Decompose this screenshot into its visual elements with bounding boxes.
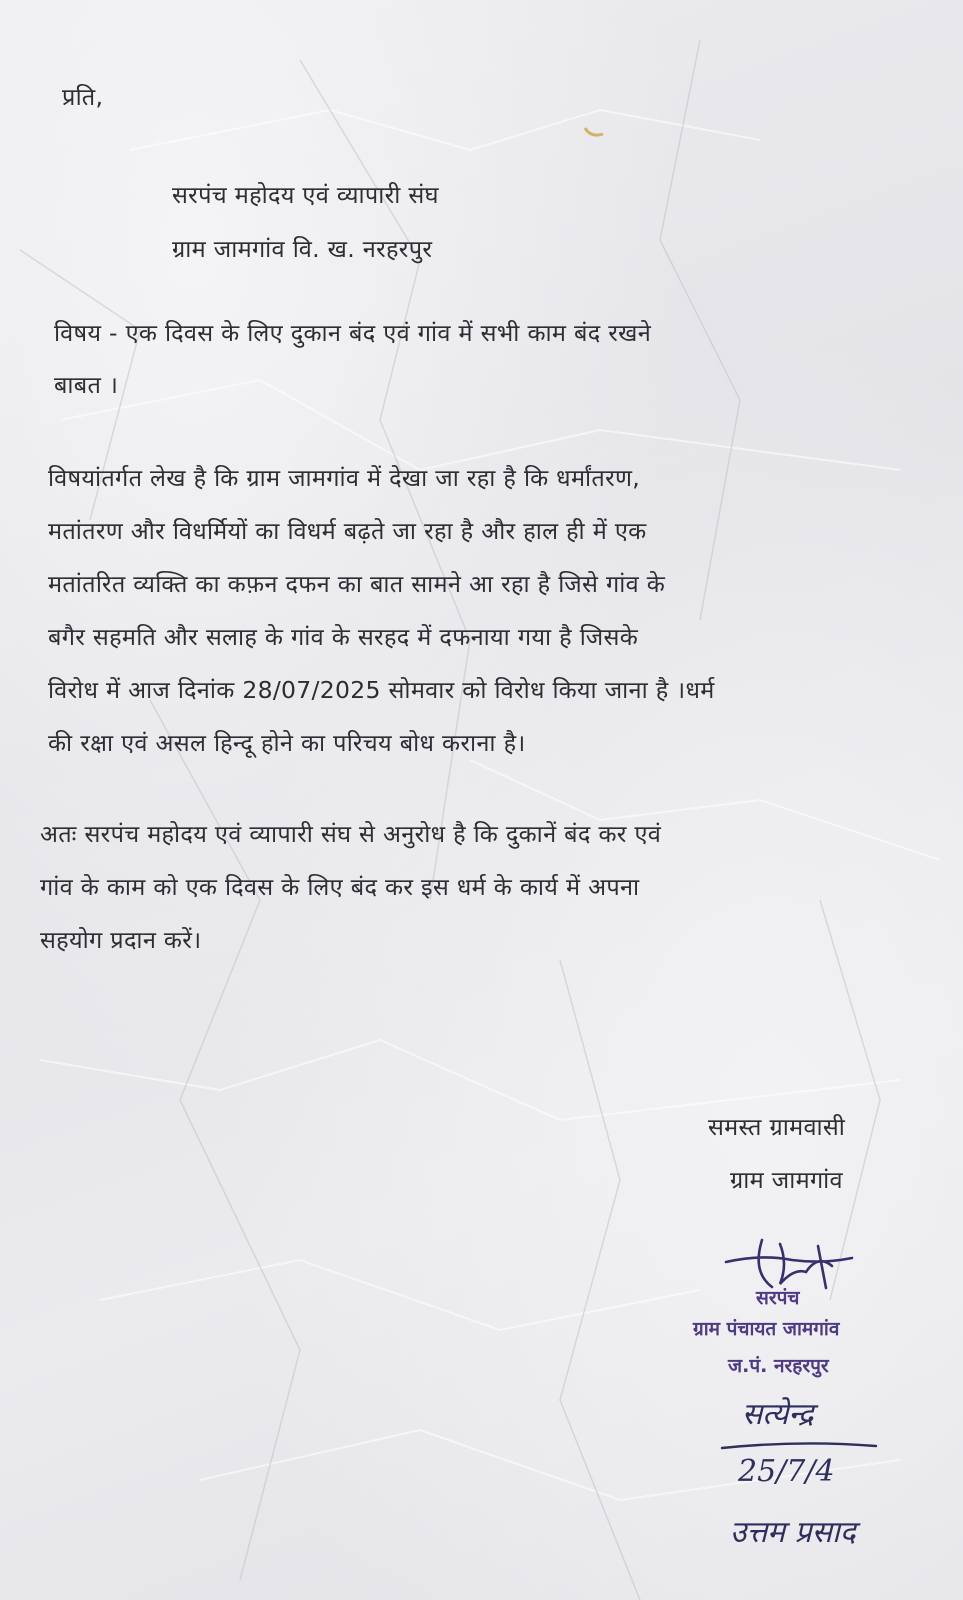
recipient-line-2: ग्राम जामगांव वि. ख. नरहरपुर [172,235,433,263]
body-line: विषयांतर्गत लेख है कि ग्राम जामगांव में देखा जा रहा है कि धर्मांतरण, [48,464,641,492]
body-line: मतांतरण और विधर्मियों का विधर्म बढ़ते जा रहा है और हाल ही में एक [48,517,647,545]
request-paragraph [40,808,661,967]
stamp-title: सरपंच [756,1287,800,1309]
handwritten-name-2: उत्तम प्रसाद [730,1515,856,1550]
body-paragraph [48,452,715,770]
body-line: बगैर सहमति और सलाह के गांव के सरहद में दफनाया गया है जिसके [48,623,639,651]
recipient-line-1: सरपंच महोदय एवं व्यापारी संघ [172,181,439,209]
handwritten-code: 25/7/4 [738,1454,835,1489]
body-line: मतांतरित व्यक्ति का कफ़न दफन का बात सामने आ रहा है जिसे गांव के [48,570,666,598]
request-line: अतः सरपंच महोदय एवं व्यापारी संघ से अनुरोध है कि दुकानें बंद कर एवं [40,820,662,848]
request-line: गांव के काम को एक दिवस के लिए बंद कर इस धर्म के कार्य में अपना [40,873,640,901]
handwritten-underline [720,1440,880,1452]
signoff-line-2: ग्राम जामगांव [730,1166,843,1194]
body-line: विरोध में आज दिनांक 28/07/2025 सोमवार को विरोध किया जाना है ।धर्म [48,676,715,704]
subject-line-1: विषय - एक दिवस के लिए दुकान बंद एवं गांव में सभी काम बंद रखने [54,319,652,347]
stamp-block: ज.पं. नरहरपुर [728,1355,829,1377]
handwritten-name-1: सत्येन्द्र [742,1397,814,1432]
body-line: की रक्षा एवं असल हिन्दू होने का परिचय बोध कराना है। [48,729,526,757]
salutation: प्रति, [62,83,104,111]
stamp-panchayat: ग्राम पंचायत जामगांव [693,1318,840,1340]
request-line: सहयोग प्रदान करें। [40,926,202,954]
signoff-line-1: समस्त ग्रामवासी [708,1113,846,1141]
subject-line-2: बाबत । [54,371,119,399]
